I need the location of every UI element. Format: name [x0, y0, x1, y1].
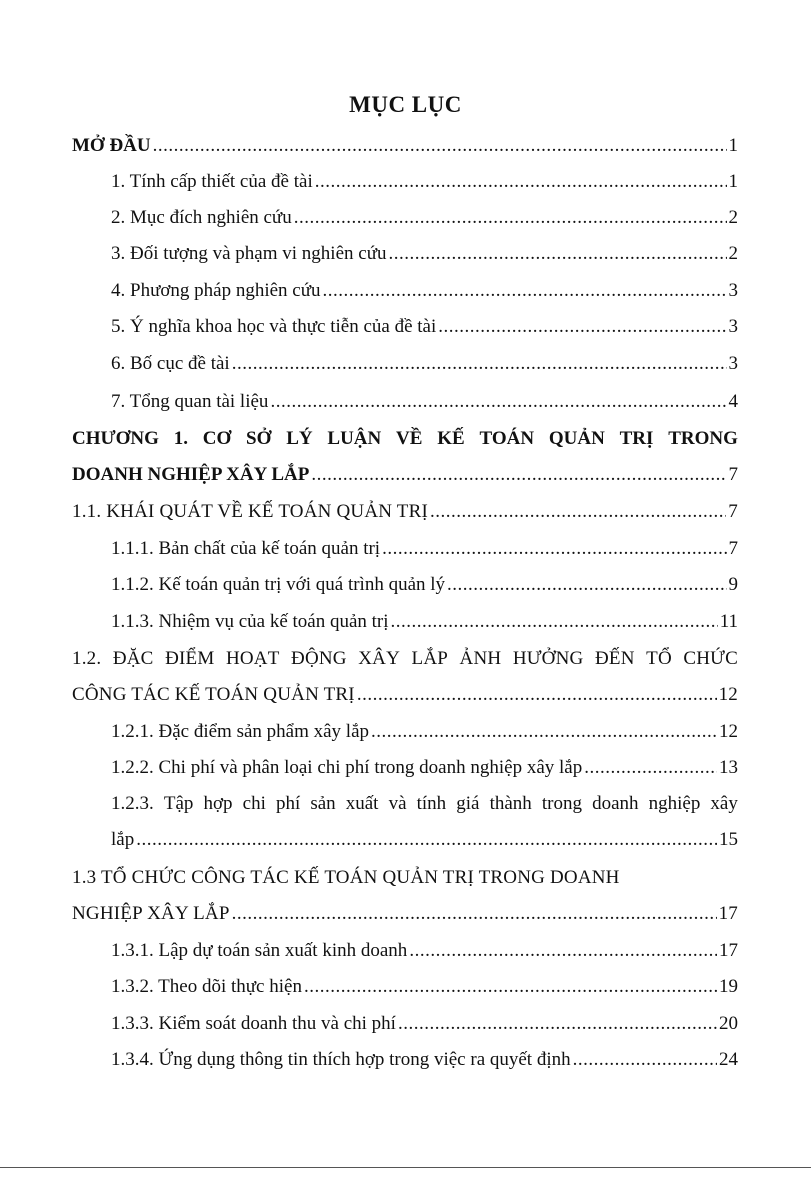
- toc-section-1-2-line-1[interactable]: [72, 647, 738, 671]
- toc-page-number: 11: [719, 611, 738, 632]
- dot-leader: [315, 170, 727, 194]
- toc-entry-4[interactable]: [111, 279, 738, 305]
- toc-word: HƯỞNG: [512, 648, 584, 669]
- toc-word: 1.: [173, 428, 188, 449]
- toc-entry-7[interactable]: [111, 390, 738, 416]
- toc-entry-label: 1.1.2. Kế toán quản trị với quá trình quản lý: [111, 574, 446, 595]
- toc-page-number: 4: [728, 391, 738, 412]
- toc-entry-label: 1.3.2. Theo dõi thực hiện: [111, 976, 302, 997]
- toc-word: HOẠT: [225, 648, 280, 669]
- toc-entry-label: 1.3.4. Ứng dụng thông tin thích hợp trong việc ra quyết định: [111, 1049, 571, 1070]
- toc-subsection-1-1-2[interactable]: [111, 573, 738, 599]
- toc-section-1-1[interactable]: [72, 500, 738, 526]
- toc-entry-label: 6. Bố cục đề tài: [111, 353, 230, 374]
- toc-page-number: 17: [719, 940, 738, 961]
- toc-word: doanh: [592, 793, 639, 814]
- dot-leader: [409, 939, 717, 963]
- dot-leader: [398, 1012, 717, 1036]
- toc-entry-label: 1.1.1. Bản chất của kế toán quản trị: [111, 538, 381, 559]
- toc-entry-label: 1. Tính cấp thiết của đề tài: [111, 171, 313, 192]
- toc-word: CHƯƠNG: [72, 428, 159, 449]
- toc-page-number: 3: [728, 280, 738, 301]
- toc-word: hợp: [203, 793, 233, 814]
- dot-leader: [447, 573, 726, 597]
- toc-page-number: 7: [728, 538, 738, 559]
- toc-entry-label: 1.2.1. Đặc điểm sản phẩm xây lắp: [111, 721, 370, 742]
- toc-word: và: [388, 793, 407, 814]
- toc-section-1-3-line-1[interactable]: [72, 866, 738, 890]
- toc-entry-label: 1.3 TỔ CHỨC CÔNG TÁC KẾ TOÁN QUẢN TRỊ TRONG DOANH: [72, 867, 620, 888]
- toc-subsection-1-2-3-line-1[interactable]: [111, 792, 738, 816]
- toc-entry-label: 5. Ý nghĩa khoa học và thực tiễn của đề tài: [111, 316, 437, 337]
- toc-page-number: 2: [728, 207, 738, 228]
- toc-page-number: 3: [728, 316, 738, 337]
- toc-section-1-3-line-2[interactable]: [72, 902, 738, 928]
- dot-leader: [371, 720, 717, 744]
- toc-word: TOÁN: [479, 428, 535, 449]
- dot-leader: [294, 206, 727, 230]
- toc-word: tính: [416, 793, 447, 814]
- toc-page-number: 9: [728, 574, 738, 595]
- toc-word: giá: [456, 793, 480, 814]
- toc-word: SỞ: [246, 428, 272, 449]
- toc-subsection-1-3-3[interactable]: [111, 1012, 738, 1038]
- toc-subsection-1-3-1[interactable]: [111, 939, 738, 965]
- toc-entry-2[interactable]: [111, 206, 738, 232]
- toc-word: chi: [242, 793, 266, 814]
- toc-entry-label: CÔNG TÁC KẾ TOÁN QUẢN TRỊ: [72, 684, 355, 705]
- toc-entry-label: 7. Tổng quan tài liệu: [111, 391, 269, 412]
- toc-word: 1.2.: [72, 648, 102, 669]
- toc-subsection-1-3-4[interactable]: [111, 1048, 738, 1074]
- toc-page-number: 12: [719, 721, 738, 742]
- toc-page-number: 1: [728, 171, 738, 192]
- toc-word: ĐỘNG: [291, 648, 347, 669]
- toc-page-number: 24: [719, 1049, 738, 1070]
- toc-entry-mo-dau[interactable]: [72, 134, 738, 160]
- toc-page-number: 2: [728, 243, 738, 264]
- toc-subsection-1-1-1[interactable]: [111, 537, 738, 563]
- toc-entry-label: 1.2.2. Chi phí và phân loại chi phí trong doanh nghiệp xây lắp: [111, 757, 583, 778]
- toc-word: xuất: [345, 793, 379, 814]
- toc-entry-label: DOANH NGHIỆP XÂY LẮP: [72, 464, 310, 485]
- page-bottom-rule: [0, 1167, 811, 1168]
- dot-leader: [573, 1048, 717, 1072]
- dot-leader: [311, 463, 726, 487]
- toc-word: nghiệp: [648, 793, 701, 814]
- toc-word: phí: [275, 793, 301, 814]
- toc-chapter-1-line-2[interactable]: [72, 463, 738, 489]
- toc-word: LÝ: [286, 428, 313, 449]
- dot-leader: [323, 279, 727, 303]
- toc-word: sản: [310, 793, 336, 814]
- dot-leader: [357, 683, 717, 707]
- dot-leader: [153, 134, 727, 158]
- toc-word: ĐẾN: [594, 648, 635, 669]
- toc-subsection-1-2-3-line-2[interactable]: [111, 828, 738, 854]
- dot-leader: [304, 975, 717, 999]
- toc-page-number: 13: [719, 757, 738, 778]
- dot-leader: [438, 315, 726, 339]
- toc-entry-label: 2. Mục đích nghiên cứu: [111, 207, 292, 228]
- toc-word: VỀ: [396, 428, 423, 449]
- toc-word: TRỊ: [619, 428, 654, 449]
- toc-word: ẢNH: [459, 648, 502, 669]
- toc-page-number: 7: [728, 464, 738, 485]
- toc-word: Tập: [163, 793, 194, 814]
- dot-leader: [584, 756, 717, 780]
- toc-word: ĐẶC: [112, 648, 154, 669]
- toc-word: thành: [489, 793, 532, 814]
- toc-entry-1[interactable]: [111, 170, 738, 196]
- dot-leader: [391, 610, 718, 634]
- toc-page-number: 12: [718, 684, 738, 705]
- dot-leader: [270, 390, 726, 414]
- toc-entry-label: NGHIỆP XÂY LẮP: [72, 903, 230, 924]
- toc-word: trong: [541, 793, 582, 814]
- dot-leader: [382, 537, 726, 561]
- toc-page-number: 15: [719, 829, 738, 850]
- toc-page-number: 20: [719, 1013, 738, 1034]
- toc-word: xây: [710, 793, 738, 814]
- toc-word: XÂY: [358, 648, 400, 669]
- toc-subsection-1-2-2[interactable]: [111, 756, 738, 782]
- toc-entry-5[interactable]: [111, 315, 738, 341]
- toc-entry-label: 3. Đối tượng và phạm vi nghiên cứu: [111, 243, 387, 264]
- toc-subsection-1-1-3[interactable]: [111, 610, 738, 636]
- toc-entry-label: MỞ ĐẦU: [72, 135, 151, 156]
- dot-leader: [430, 500, 726, 524]
- toc-word: CHỨC: [683, 648, 738, 669]
- dot-leader: [232, 352, 727, 376]
- toc-page-number: 19: [719, 976, 738, 997]
- toc-entry-6[interactable]: [111, 352, 738, 378]
- toc-subsection-1-3-2[interactable]: [111, 975, 738, 1001]
- toc-page-number: 1: [728, 135, 738, 156]
- toc-page-number: 3: [728, 353, 738, 374]
- toc-word: QUẢN: [548, 428, 605, 449]
- toc-word: LẮP: [411, 648, 449, 669]
- toc-word: 1.2.3.: [111, 793, 154, 814]
- toc-word: TỔ: [646, 648, 672, 669]
- toc-entry-label: 1.3.1. Lập dự toán sản xuất kinh doanh: [111, 940, 408, 961]
- toc-chapter-1-line-1[interactable]: [72, 427, 738, 451]
- toc-word: TRONG: [668, 428, 738, 449]
- toc-entry-label: 1.1.3. Nhiệm vụ của kế toán quản trị: [111, 611, 389, 632]
- dot-leader: [232, 902, 717, 926]
- toc-page-number: 17: [718, 903, 738, 924]
- toc-title: MỤC LỤC: [349, 92, 462, 117]
- toc-word: KẾ: [437, 428, 465, 449]
- toc-entry-label: 1.1. KHÁI QUÁT VỀ KẾ TOÁN QUẢN TRỊ: [72, 501, 429, 522]
- toc-entry-label: 4. Phương pháp nghiên cứu: [111, 280, 321, 301]
- toc-word: CƠ: [202, 428, 232, 449]
- toc-entry-label: 1.3.3. Kiểm soát doanh thu và chi phí: [111, 1013, 396, 1034]
- dot-leader: [136, 828, 717, 852]
- dot-leader: [389, 242, 727, 266]
- toc-section-1-2-line-2[interactable]: [72, 683, 738, 709]
- toc-page-number: 7: [728, 501, 738, 522]
- toc-subsection-1-2-1[interactable]: [111, 720, 738, 746]
- toc-word: ĐIỂM: [165, 648, 215, 669]
- toc-entry-3[interactable]: [111, 242, 738, 268]
- toc-entry-label: lắp: [111, 829, 135, 850]
- toc-word: LUẬN: [327, 428, 382, 449]
